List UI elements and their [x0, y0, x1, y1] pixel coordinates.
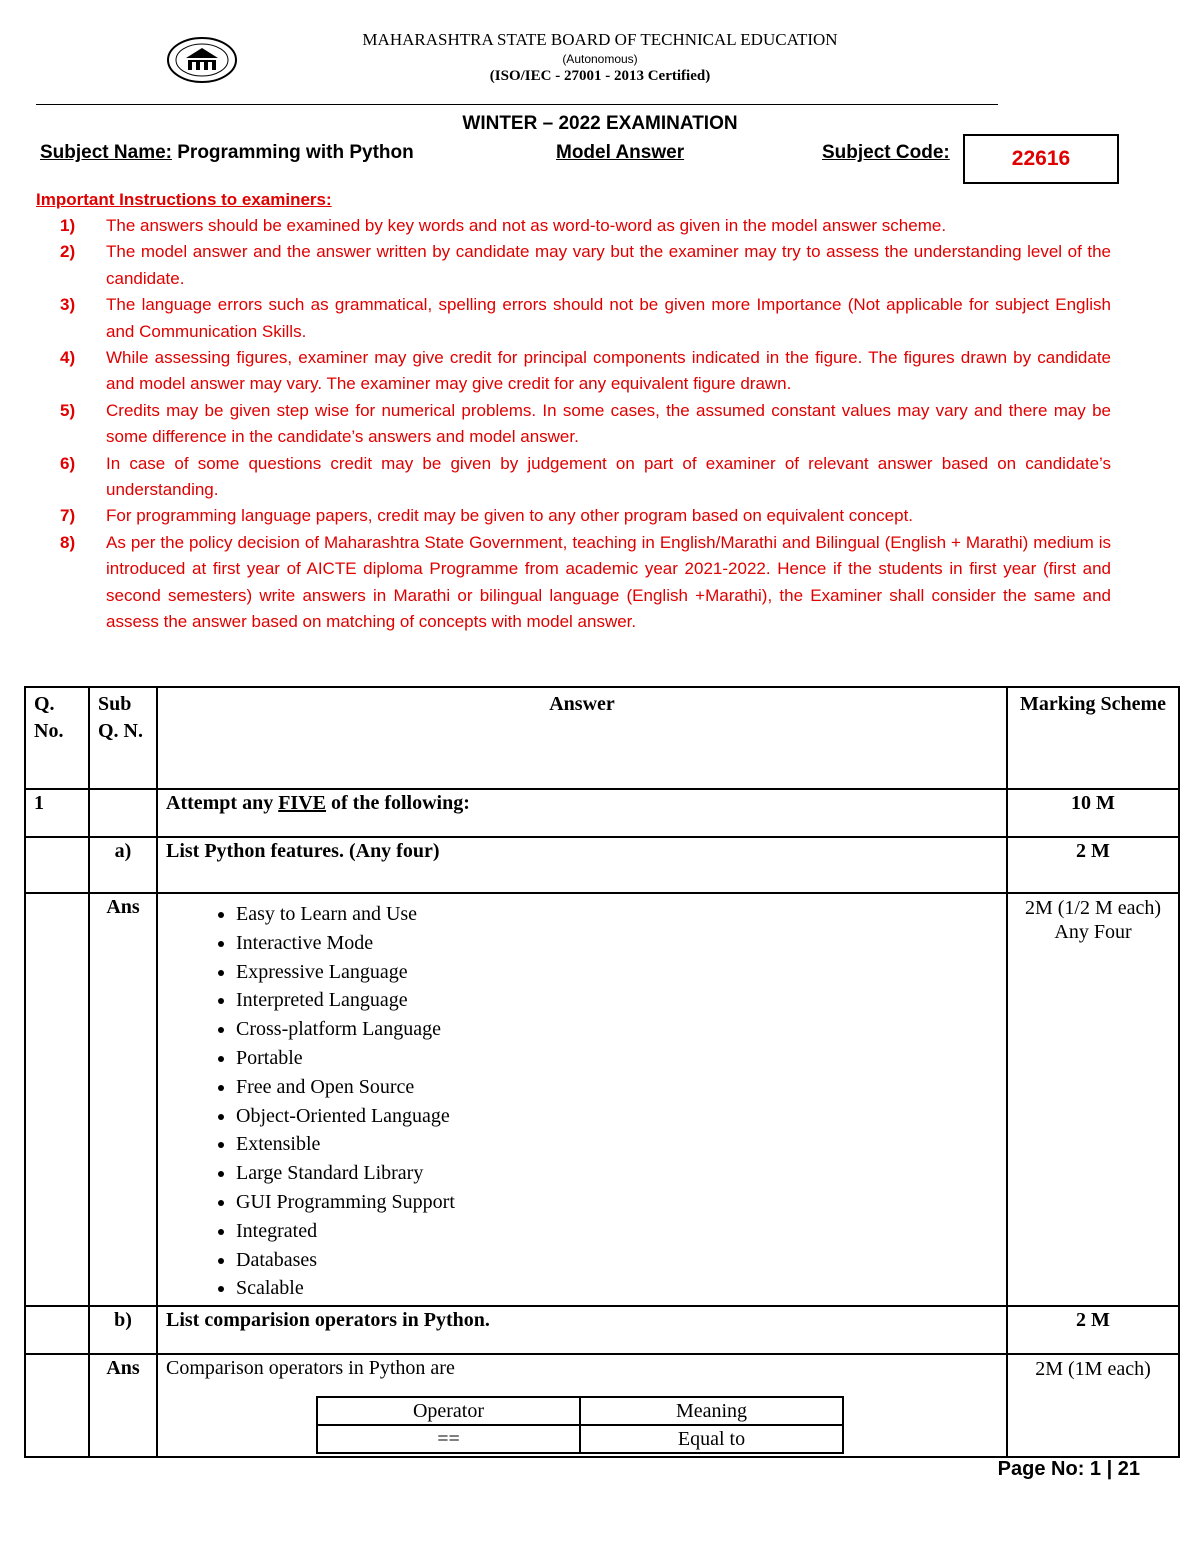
q1-marks: 10 M: [1007, 789, 1179, 837]
q1b-marks: 2 M: [1007, 1306, 1179, 1354]
list-item: • Interactive Mode: [236, 929, 998, 958]
instructions-list: [60, 213, 1111, 636]
operator-table: [316, 1396, 844, 1454]
instruction-number: 1): [60, 216, 76, 235]
table-header-row: [25, 687, 1179, 789]
subject-code-box: 22616: [963, 134, 1119, 184]
q1-prompt: Attempt any FIVE of the following:: [157, 789, 1007, 837]
operator-header: Operator: [317, 1397, 580, 1425]
instruction-number: 7): [60, 506, 76, 526]
header-divider: [36, 104, 998, 105]
autonomous-label: (Autonomous): [562, 52, 638, 66]
table-row: [25, 893, 1179, 1306]
q1a-marking: 2M (1/2 M each) Any Four: [1007, 893, 1179, 1306]
instruction-text: The model answer and the answer written by candidate may vary but the examiner may try to assess the understanding level of the candidate.: [106, 242, 1111, 288]
q1b-intro: Comparison operators in Python are: [166, 1357, 455, 1380]
board-name: MAHARASHTRA STATE BOARD OF TECHNICAL EDUCATION: [362, 30, 838, 49]
q1-prompt-five: FIVE: [278, 792, 327, 814]
table-row: [25, 1306, 1179, 1354]
instruction-number: 5): [60, 400, 76, 420]
q1-number: 1: [25, 789, 89, 837]
q1b-answer: [157, 1354, 1007, 1457]
instruction-number: 4): [60, 348, 76, 368]
list-item: • Integrated: [236, 1217, 998, 1246]
operator-cell: ==: [317, 1425, 580, 1453]
instruction-number: 8): [60, 532, 76, 552]
exam-title: WINTER – 2022 EXAMINATION: [462, 113, 738, 134]
instruction-number: 6): [60, 453, 76, 473]
q1a-marks: 2 M: [1007, 837, 1179, 893]
page-number: Page No: 1 | 21: [997, 1458, 1140, 1480]
list-item: • Object-Oriented Language: [236, 1102, 998, 1131]
instruction-item: [60, 530, 1111, 636]
list-item: • Databases: [236, 1246, 998, 1275]
table-row: [25, 837, 1179, 893]
subject-code-label: Subject Code:: [822, 142, 950, 163]
list-item: • Large Standard Library: [236, 1159, 998, 1188]
q1a-ans-label: Ans: [89, 893, 157, 1306]
list-item: • Scalable: [236, 1274, 998, 1303]
list-item: • Cross-platform Language: [236, 1015, 998, 1044]
instruction-item: [60, 292, 1111, 345]
list-item: • Interpreted Language: [236, 986, 998, 1015]
instruction-text: The language errors such as grammatical, spelling errors should not be given more Importance (Not applicable for subject English and Communication Skills.: [106, 295, 1111, 341]
list-item: • Free and Open Source: [236, 1073, 998, 1102]
question-table: [24, 686, 1180, 1458]
q1a-answer: [157, 893, 1007, 1306]
subject-name: [40, 142, 414, 164]
header-qno: Q. No.: [25, 687, 89, 789]
msbte-logo-icon: [166, 36, 238, 84]
instruction-text: In case of some questions credit may be given by judgement on part of examiner of relevant answer based on candidate’s understanding.: [106, 453, 1111, 500]
instruction-item: [60, 213, 1111, 239]
list-item: • Extensible: [236, 1130, 998, 1159]
list-item: • Easy to Learn and Use: [236, 900, 998, 929]
instruction-item: [60, 503, 1111, 529]
subject-name-label: Subject Name:: [40, 142, 172, 163]
instructions-heading: Important Instructions to examiners:: [36, 190, 332, 209]
instruction-item: [60, 451, 1111, 504]
list-item: • GUI Programming Support: [236, 1188, 998, 1217]
header-marking: Marking Scheme: [1007, 687, 1179, 789]
header-answer: Answer: [157, 687, 1007, 789]
list-item: • Expressive Language: [236, 958, 998, 987]
instruction-text: Credits may be given step wise for numerical problems. In some cases, the assumed constant values may vary and there may be some difference in the candidate’s answers and model answer.: [106, 400, 1111, 447]
q1b-question: List comparision operators in Python.: [157, 1306, 1007, 1354]
table-row: [25, 1354, 1179, 1457]
instruction-number: 2): [60, 242, 76, 262]
model-answer-label: Model Answer: [556, 142, 685, 163]
instruction-text: As per the policy decision of Maharashtra State Government, teaching in English/Marathi and Bilingual (English + Marathi) medium is introduced at first year of AICTE diploma Programme from academic year 2021-2022. Hence if the students in first year (first and second semesters) write answers in Marathi or bilingual language (English +Marathi), the Examiner shall consider the same and assess the answer based on matching of concepts with model answer.: [106, 532, 1111, 632]
meaning-header: Meaning: [580, 1397, 843, 1425]
instruction-text: While assessing figures, examiner may give credit for principal components indicated in the figure. The figures drawn by candidate and model answer may vary. The examiner may give credit for any equivalent figure drawn.: [106, 348, 1111, 394]
q1b-ans-label: Ans: [89, 1354, 157, 1457]
q1a-question: List Python features. (Any four): [157, 837, 1007, 893]
meaning-cell: Equal to: [580, 1425, 843, 1453]
list-item: • Portable: [236, 1044, 998, 1073]
table-row: [317, 1425, 843, 1453]
instruction-item: [60, 398, 1111, 451]
header-subq: Sub Q. N.: [89, 687, 157, 789]
instruction-item: [60, 345, 1111, 398]
q1b-sub: b): [89, 1306, 157, 1354]
q1b-marking: 2M (1M each): [1007, 1354, 1179, 1457]
instruction-item: [60, 239, 1111, 292]
instruction-text: For programming language papers, credit may be given to any other program based on equivalent concept.: [106, 506, 914, 526]
subject-name-value: Programming with Python: [171, 142, 414, 163]
table-row: [25, 789, 1179, 837]
instruction-text: The answers should be examined by key words and not as word-to-word as given in the model answer scheme.: [106, 216, 947, 235]
operator-table-header: [317, 1397, 843, 1425]
q1a-sub: a): [89, 837, 157, 893]
instruction-number: 3): [60, 295, 76, 315]
iso-certification: (ISO/IEC - 27001 - 2013 Certified): [489, 68, 711, 84]
feature-list: [166, 900, 998, 1303]
